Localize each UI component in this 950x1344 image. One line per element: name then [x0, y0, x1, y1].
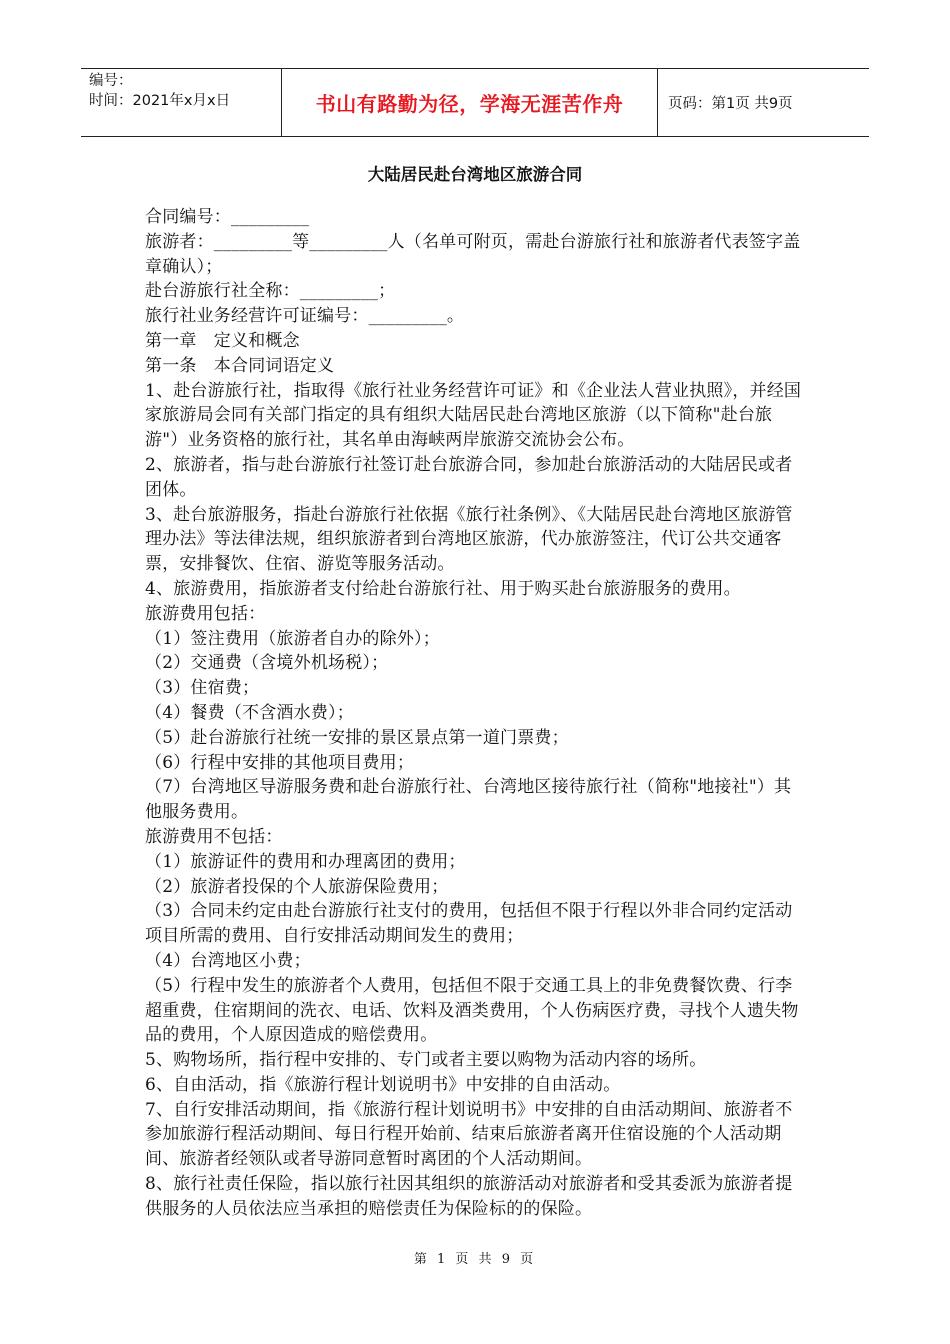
header-page-info: 页码：第1页 共9页	[668, 96, 793, 112]
travelers-line: 旅游者：_________等_________人（名单可附页，需赴台游旅行社和旅游者代表签字盖章确认）；	[145, 231, 801, 277]
serial-label: 编号：	[89, 73, 133, 89]
list-item: （4）台湾地区小费；	[145, 950, 311, 971]
definition-paragraph: 3、赴台旅游服务，指赴台游旅行社依据《旅行社条例》、《大陆居民赴台湾地区旅游管理办法》等法律法规，组织旅游者到台湾地区旅游，代办旅游签注，代订公共交通客票，安排餐饮、住宿、游览等服务活动。	[145, 504, 793, 575]
list-item: （1）签注费用（旅游者自办的除外）；	[145, 628, 440, 649]
list-item: （2）交通费（含境外机场税）；	[145, 653, 389, 674]
license-number-line: 旅行社业务经营许可证编号：_________。	[145, 306, 465, 327]
list-item: （5）行程中发生的旅游者个人费用，包括但不限于交通工具上的非免费餐饮费、行李超重费，住宿期间的洗衣、电话、饮料及酒类费用，个人伤病医疗费，寻找个人遗失物品的费用，个人原因造成的赔偿费用。	[145, 975, 799, 1046]
list-heading: 旅游费用不包括：	[145, 826, 283, 847]
list-item: （3）合同未约定由赴台游旅行社支付的费用，包括但不限于行程以外非合同约定活动项目所需的费用、自行安排活动期间发生的费用；	[145, 901, 793, 947]
definition-paragraph: 4、旅游费用，指旅游者支付给赴台游旅行社、用于购买赴台旅游服务的费用。	[145, 578, 741, 599]
article-heading: 第一条 本合同词语定义	[145, 355, 335, 376]
list-item: （5）赴台游旅行社统一安排的景区景点第一道门票费；	[145, 727, 569, 748]
list-item: （4）餐费（不含酒水费）；	[145, 702, 354, 723]
chapter-heading: 第一章 定义和概念	[145, 330, 300, 351]
definition-paragraph: 1、赴台游旅行社，指取得《旅行社业务经营许可证》和《企业法人营业执照》，并经国家旅游局会同有关部门指定的具有组织大陆居民赴台湾地区旅游（以下简称"赴台旅游"）业务资格的旅行社，其名单由海峡两岸旅游交流协会公布。	[145, 380, 802, 451]
list-item: （6）行程中安排的其他项目费用；	[145, 752, 415, 773]
document-title: 大陆居民赴台湾地区旅游合同	[367, 165, 583, 184]
header-motto: 书山有路勤为径，学海无涯苦作舟	[281, 69, 658, 136]
list-item: （1）旅游证件的费用和办理离团的费用；	[145, 851, 466, 872]
list-heading: 旅游费用包括：	[145, 603, 266, 624]
agency-name-line: 赴台游旅行社全称：_________；	[145, 281, 396, 302]
document-body	[145, 205, 805, 1222]
page-footer: 第 1 页 共 9 页	[413, 1252, 537, 1267]
definition-paragraph: 2、旅游者，指与赴台游旅行社签订赴台旅游合同，参加赴台旅游活动的大陆居民或者团体。	[145, 454, 793, 500]
header-meta	[81, 69, 281, 136]
document-header	[81, 68, 869, 137]
definition-paragraph: 7、自行安排活动期间，指《旅游行程计划说明书》中安排的自由活动期间、旅游者不参加旅游行程活动期间、每日行程开始前、结束后旅游者离开住宿设施的个人活动期间、旅游者经领队或者导游同意暂时离团的个人活动期间。	[145, 1099, 793, 1170]
date-text: 时间：2021年x月x日	[89, 93, 231, 109]
definition-paragraph: 6、自由活动，指《旅游行程计划说明书》中安排的自由活动。	[145, 1074, 621, 1095]
list-item: （7）台湾地区导游服务费和赴台游旅行社、台湾地区接待旅行社（简称"地接社"）其他服务费用。	[145, 777, 792, 823]
contract-number: 合同编号：_________	[145, 207, 310, 227]
list-item: （3）住宿费；	[145, 678, 260, 699]
definition-paragraph: 5、购物场所，指行程中安排的、专门或者主要以购物为活动内容的场所。	[145, 1050, 707, 1071]
definition-paragraph: 8、旅行社责任保险，指以旅行社因其组织的旅游活动对旅游者和受其委派为旅游者提供服务的人员依法应当承担的赔偿责任为保险标的的保险。	[145, 1174, 793, 1219]
list-item: （2）旅游者投保的个人旅游保险费用；	[145, 876, 449, 897]
